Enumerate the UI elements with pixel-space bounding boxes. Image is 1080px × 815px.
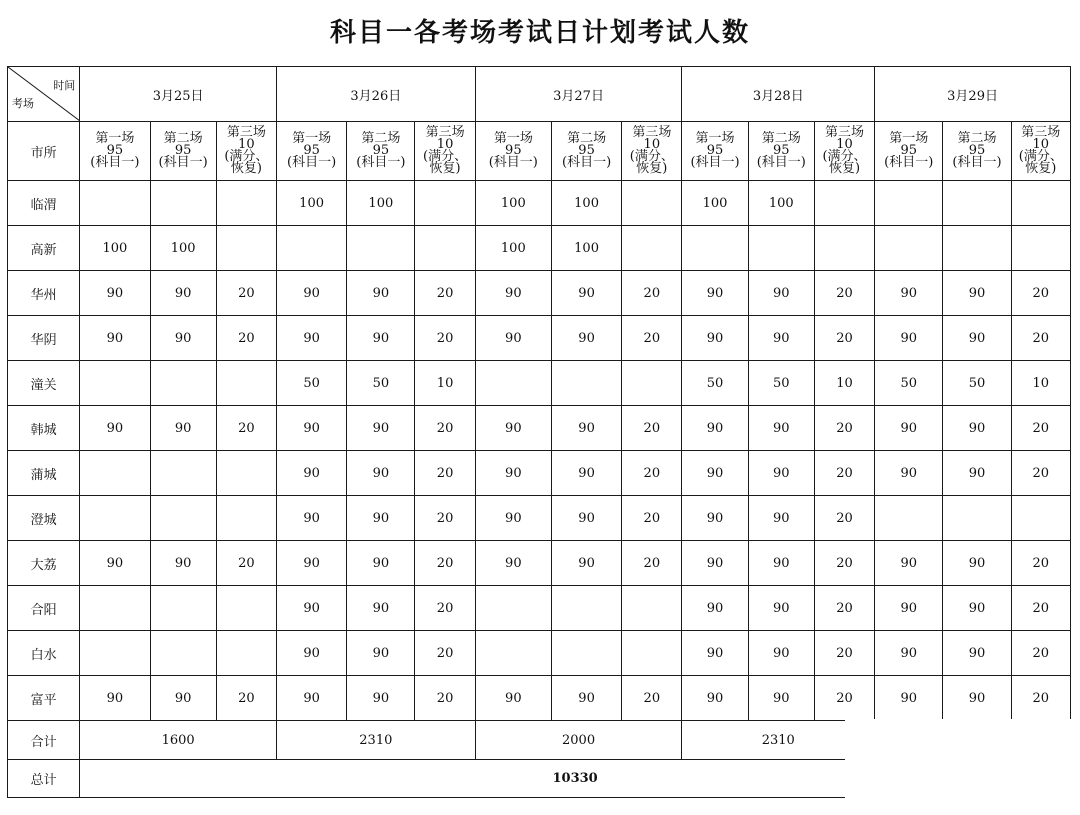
- count-cell: [682, 226, 748, 271]
- count-cell: 50: [347, 361, 415, 406]
- count-cell: [216, 451, 276, 496]
- count-cell: [415, 181, 475, 226]
- count-cell: 50: [748, 361, 814, 406]
- count-cell: [622, 631, 682, 676]
- count-cell: 90: [347, 676, 415, 721]
- count-cell: 90: [748, 496, 814, 541]
- count-cell: [1011, 181, 1070, 226]
- count-cell: 90: [347, 496, 415, 541]
- count-cell: 20: [622, 316, 682, 361]
- count-cell: [748, 226, 814, 271]
- session-header: [150, 122, 216, 181]
- count-cell: 50: [943, 361, 1011, 406]
- count-cell: [1011, 496, 1070, 541]
- session-header: [682, 122, 748, 181]
- count-cell: 90: [875, 631, 943, 676]
- session-name: 第一场: [889, 131, 929, 146]
- session-note: (科目一): [756, 155, 806, 170]
- count-cell: 90: [80, 406, 150, 451]
- session-note: (满分、: [629, 149, 674, 164]
- count-cell: 50: [682, 361, 748, 406]
- session-name: 第一场: [292, 131, 332, 146]
- count-cell: 20: [415, 541, 475, 586]
- count-cell: 20: [622, 271, 682, 316]
- session-name: 第三场: [425, 125, 465, 140]
- session-header: [415, 122, 475, 181]
- count-cell: 90: [748, 451, 814, 496]
- count-cell: 20: [1011, 316, 1070, 361]
- count-cell: 20: [622, 541, 682, 586]
- count-cell: 90: [276, 586, 346, 631]
- count-cell: [814, 181, 874, 226]
- count-cell: 20: [415, 316, 475, 361]
- count-cell: 90: [943, 676, 1011, 721]
- city-name: 高新: [8, 226, 80, 271]
- count-cell: 90: [475, 271, 551, 316]
- count-cell: [150, 496, 216, 541]
- count-cell: 90: [347, 631, 415, 676]
- count-cell: [150, 361, 216, 406]
- count-cell: 90: [682, 451, 748, 496]
- count-cell: [216, 586, 276, 631]
- session-cap: 95: [773, 143, 790, 158]
- count-cell: 20: [622, 451, 682, 496]
- count-cell: 90: [875, 271, 943, 316]
- count-cell: [551, 631, 621, 676]
- count-cell: 90: [150, 541, 216, 586]
- count-cell: [80, 586, 150, 631]
- count-cell: [622, 226, 682, 271]
- count-cell: 90: [551, 271, 621, 316]
- session-cap: 95: [706, 143, 724, 158]
- count-cell: 90: [682, 541, 748, 586]
- count-cell: [150, 586, 216, 631]
- count-cell: [80, 451, 150, 496]
- session-name: 第一场: [95, 131, 135, 146]
- date-header: 3月28日: [682, 67, 875, 122]
- session-cap: 95: [303, 143, 320, 158]
- count-cell: 90: [80, 271, 150, 316]
- table-row: [8, 181, 1071, 226]
- count-cell: 20: [216, 541, 276, 586]
- count-cell: [150, 181, 216, 226]
- count-cell: 90: [943, 406, 1011, 451]
- count-cell: 100: [475, 226, 551, 271]
- session-name: 第三场: [226, 125, 266, 140]
- count-cell: 90: [475, 496, 551, 541]
- session-note: (科目一): [90, 155, 140, 170]
- count-cell: 20: [622, 406, 682, 451]
- count-cell: 100: [347, 181, 415, 226]
- count-cell: [216, 226, 276, 271]
- count-cell: 90: [682, 316, 748, 361]
- session-note2: 恢复): [429, 161, 461, 176]
- session-header: [622, 122, 682, 181]
- session-name: 第二场: [163, 131, 203, 146]
- count-cell: [150, 631, 216, 676]
- count-cell: 20: [814, 631, 874, 676]
- session-name: 第一场: [695, 131, 735, 146]
- count-cell: [814, 226, 874, 271]
- count-cell: 90: [748, 406, 814, 451]
- count-cell: 90: [748, 586, 814, 631]
- count-cell: [150, 451, 216, 496]
- count-cell: 90: [748, 676, 814, 721]
- date-header: 3月26日: [276, 67, 475, 122]
- count-cell: 10: [1011, 361, 1070, 406]
- count-cell: 90: [551, 676, 621, 721]
- date-header: 3月27日: [475, 67, 682, 122]
- count-cell: 20: [1011, 451, 1070, 496]
- count-cell: 20: [415, 631, 475, 676]
- count-cell: [216, 361, 276, 406]
- count-cell: 20: [622, 676, 682, 721]
- count-cell: 90: [276, 316, 346, 361]
- subtotal-value: 2310: [276, 721, 475, 760]
- session-cap: 10: [436, 137, 454, 152]
- count-cell: 90: [475, 451, 551, 496]
- count-cell: 90: [551, 406, 621, 451]
- count-cell: 90: [943, 586, 1011, 631]
- session-note: (科目一): [158, 155, 208, 170]
- count-cell: 90: [551, 541, 621, 586]
- count-cell: 90: [943, 541, 1011, 586]
- count-cell: 90: [347, 541, 415, 586]
- count-cell: 20: [814, 586, 874, 631]
- count-cell: 90: [943, 316, 1011, 361]
- count-cell: 90: [347, 406, 415, 451]
- session-cap: 10: [1032, 137, 1050, 152]
- count-cell: 90: [943, 631, 1011, 676]
- count-cell: [1011, 226, 1070, 271]
- page-title: 科目一各考场考试日计划考试人数: [329, 18, 750, 48]
- count-cell: 90: [875, 676, 943, 721]
- count-cell: 90: [682, 676, 748, 721]
- session-name: 第二场: [567, 131, 607, 146]
- count-cell: [875, 496, 943, 541]
- total-label: 总计: [8, 760, 80, 798]
- corner-diagonal: [8, 67, 80, 121]
- count-cell: 20: [415, 406, 475, 451]
- count-cell: 20: [415, 451, 475, 496]
- city-name: 大荔: [8, 541, 80, 586]
- count-cell: 20: [1011, 406, 1070, 451]
- count-cell: 20: [216, 676, 276, 721]
- subtotal-label: 合计: [8, 721, 80, 760]
- session-header: [551, 122, 621, 181]
- session-note: (科目一): [356, 155, 406, 170]
- count-cell: 20: [814, 316, 874, 361]
- session-cap: 10: [238, 137, 255, 152]
- count-cell: [216, 631, 276, 676]
- count-cell: 100: [551, 181, 621, 226]
- count-cell: 20: [814, 451, 874, 496]
- table-row: [8, 406, 1071, 451]
- count-cell: 90: [551, 451, 621, 496]
- count-cell: 90: [475, 316, 551, 361]
- count-cell: 20: [216, 271, 276, 316]
- count-cell: [875, 226, 943, 271]
- count-cell: 90: [347, 316, 415, 361]
- city-name: 韩城: [8, 406, 80, 451]
- count-cell: 90: [875, 316, 943, 361]
- count-cell: [276, 226, 346, 271]
- count-cell: 90: [875, 586, 943, 631]
- count-cell: 90: [748, 316, 814, 361]
- table-row: [8, 361, 1071, 406]
- count-cell: [475, 586, 551, 631]
- count-cell: [551, 361, 621, 406]
- count-cell: [622, 586, 682, 631]
- session-name: 第二场: [761, 131, 801, 146]
- count-cell: 10: [415, 361, 475, 406]
- count-cell: [551, 586, 621, 631]
- count-cell: 90: [150, 316, 216, 361]
- session-header-row: [8, 122, 1071, 181]
- count-cell: 90: [276, 631, 346, 676]
- subtotal-value: 2000: [475, 721, 682, 760]
- count-cell: 90: [80, 541, 150, 586]
- session-name: 第二场: [957, 131, 997, 146]
- count-cell: 50: [875, 361, 943, 406]
- count-cell: 90: [748, 271, 814, 316]
- count-cell: 20: [216, 316, 276, 361]
- session-header: [216, 122, 276, 181]
- session-cap: 95: [372, 143, 390, 158]
- session-note: (满分、: [224, 149, 269, 164]
- session-note2: 恢复): [636, 161, 668, 176]
- count-cell: 90: [150, 271, 216, 316]
- session-header: [1011, 122, 1070, 181]
- city-column-header: 市所: [8, 122, 80, 181]
- count-cell: 20: [814, 271, 874, 316]
- city-name: 白水: [8, 631, 80, 676]
- count-cell: 90: [943, 451, 1011, 496]
- city-name: 华州: [8, 271, 80, 316]
- table-row: [8, 316, 1071, 361]
- count-cell: 20: [1011, 586, 1070, 631]
- session-note2: 恢复): [1025, 161, 1057, 176]
- blank-cutout: [845, 719, 1080, 815]
- count-cell: [347, 226, 415, 271]
- count-cell: [943, 226, 1011, 271]
- count-cell: 20: [814, 541, 874, 586]
- session-note: (满分、: [822, 149, 867, 164]
- count-cell: 20: [1011, 676, 1070, 721]
- count-cell: 20: [1011, 631, 1070, 676]
- count-cell: 100: [551, 226, 621, 271]
- date-header: 3月25日: [80, 67, 277, 122]
- count-cell: 90: [682, 406, 748, 451]
- corner-time-label: 时间: [53, 79, 76, 92]
- count-cell: 90: [276, 541, 346, 586]
- count-cell: [875, 181, 943, 226]
- session-note: (科目一): [488, 155, 538, 170]
- count-cell: 90: [475, 676, 551, 721]
- session-cap: 95: [174, 143, 192, 158]
- subtotal-value: 1600: [80, 721, 277, 760]
- count-cell: 90: [276, 271, 346, 316]
- city-name: 华阴: [8, 316, 80, 361]
- count-cell: 90: [276, 451, 346, 496]
- session-name: 第三场: [1021, 125, 1061, 140]
- count-cell: 90: [347, 451, 415, 496]
- table-row: [8, 586, 1071, 631]
- count-cell: 90: [475, 541, 551, 586]
- count-cell: 90: [748, 631, 814, 676]
- session-header: [347, 122, 415, 181]
- city-name: 澄城: [8, 496, 80, 541]
- session-note: (科目一): [287, 155, 337, 170]
- count-cell: 90: [682, 496, 748, 541]
- count-cell: 90: [943, 271, 1011, 316]
- session-note: (科目一): [884, 155, 934, 170]
- table-row: [8, 541, 1071, 586]
- count-cell: 20: [814, 406, 874, 451]
- count-cell: 90: [80, 316, 150, 361]
- count-cell: 90: [276, 496, 346, 541]
- count-cell: 90: [875, 406, 943, 451]
- count-cell: 20: [1011, 541, 1070, 586]
- count-cell: [80, 181, 150, 226]
- session-note: (满分、: [1018, 149, 1063, 164]
- session-note2: 恢复): [828, 161, 861, 176]
- total-value: 10330: [80, 760, 1071, 798]
- count-cell: 20: [415, 676, 475, 721]
- session-cap: 95: [968, 143, 986, 158]
- count-cell: [622, 181, 682, 226]
- count-cell: 100: [475, 181, 551, 226]
- session-header: [875, 122, 943, 181]
- session-cap: 95: [578, 143, 595, 158]
- count-cell: 90: [276, 676, 346, 721]
- count-cell: 90: [347, 271, 415, 316]
- date-header: 3月29日: [875, 67, 1071, 122]
- count-cell: 100: [150, 226, 216, 271]
- session-cap: 95: [505, 143, 522, 158]
- session-note: (科目一): [562, 155, 612, 170]
- session-cap: 95: [900, 143, 918, 158]
- corner-cell: [8, 67, 80, 122]
- count-cell: 90: [682, 271, 748, 316]
- session-note: (满分、: [423, 149, 468, 164]
- session-name: 第三场: [825, 125, 865, 140]
- count-cell: 100: [748, 181, 814, 226]
- count-cell: 90: [475, 406, 551, 451]
- count-cell: [943, 181, 1011, 226]
- city-name: 合阳: [8, 586, 80, 631]
- count-cell: 20: [415, 586, 475, 631]
- count-cell: 90: [682, 586, 748, 631]
- count-cell: 20: [415, 271, 475, 316]
- count-cell: [622, 361, 682, 406]
- session-cap: 10: [836, 137, 853, 152]
- count-cell: [80, 361, 150, 406]
- table-body: [8, 67, 1071, 798]
- city-name: 临渭: [8, 181, 80, 226]
- session-cap: 95: [106, 143, 124, 158]
- count-cell: 90: [551, 316, 621, 361]
- count-cell: 90: [80, 676, 150, 721]
- count-cell: [475, 361, 551, 406]
- count-cell: 20: [1011, 271, 1070, 316]
- count-cell: 20: [216, 406, 276, 451]
- table-row: [8, 451, 1071, 496]
- count-cell: 90: [150, 406, 216, 451]
- session-header: [943, 122, 1011, 181]
- session-name: 第一场: [493, 131, 533, 146]
- count-cell: [80, 631, 150, 676]
- count-cell: 100: [276, 181, 346, 226]
- city-name: 潼关: [8, 361, 80, 406]
- subtotal-value: 2310: [682, 721, 875, 760]
- table-row: [8, 226, 1071, 271]
- table-row: [8, 496, 1071, 541]
- session-name: 第三场: [632, 125, 672, 140]
- session-header: [475, 122, 551, 181]
- count-cell: 20: [622, 496, 682, 541]
- session-header: [748, 122, 814, 181]
- count-cell: [475, 631, 551, 676]
- session-note: (科目一): [690, 155, 740, 170]
- session-header: [814, 122, 874, 181]
- count-cell: [415, 226, 475, 271]
- date-header-row: [8, 67, 1071, 122]
- count-cell: [80, 496, 150, 541]
- session-note: (科目一): [952, 155, 1002, 170]
- count-cell: 10: [814, 361, 874, 406]
- count-cell: 90: [682, 631, 748, 676]
- count-cell: [216, 496, 276, 541]
- count-cell: 20: [814, 676, 874, 721]
- table-row: [8, 676, 1071, 721]
- count-cell: 90: [150, 676, 216, 721]
- corner-room-label: 考场: [12, 97, 34, 110]
- session-header: [276, 122, 346, 181]
- count-cell: 90: [875, 541, 943, 586]
- count-cell: 90: [748, 541, 814, 586]
- count-cell: 50: [276, 361, 346, 406]
- table-row: [8, 631, 1071, 676]
- count-cell: 90: [551, 496, 621, 541]
- count-cell: 90: [347, 586, 415, 631]
- count-cell: 20: [814, 496, 874, 541]
- city-name: 蒲城: [8, 451, 80, 496]
- count-cell: 100: [80, 226, 150, 271]
- exam-schedule-table: [7, 66, 1071, 798]
- count-cell: 90: [875, 451, 943, 496]
- count-cell: 100: [682, 181, 748, 226]
- count-cell: [943, 496, 1011, 541]
- session-header: [80, 122, 150, 181]
- table-row: [8, 271, 1071, 316]
- count-cell: [216, 181, 276, 226]
- session-cap: 10: [643, 137, 661, 152]
- session-name: 第二场: [361, 131, 401, 146]
- city-name: 富平: [8, 676, 80, 721]
- count-cell: 90: [276, 406, 346, 451]
- session-note2: 恢复): [230, 161, 262, 176]
- count-cell: 20: [415, 496, 475, 541]
